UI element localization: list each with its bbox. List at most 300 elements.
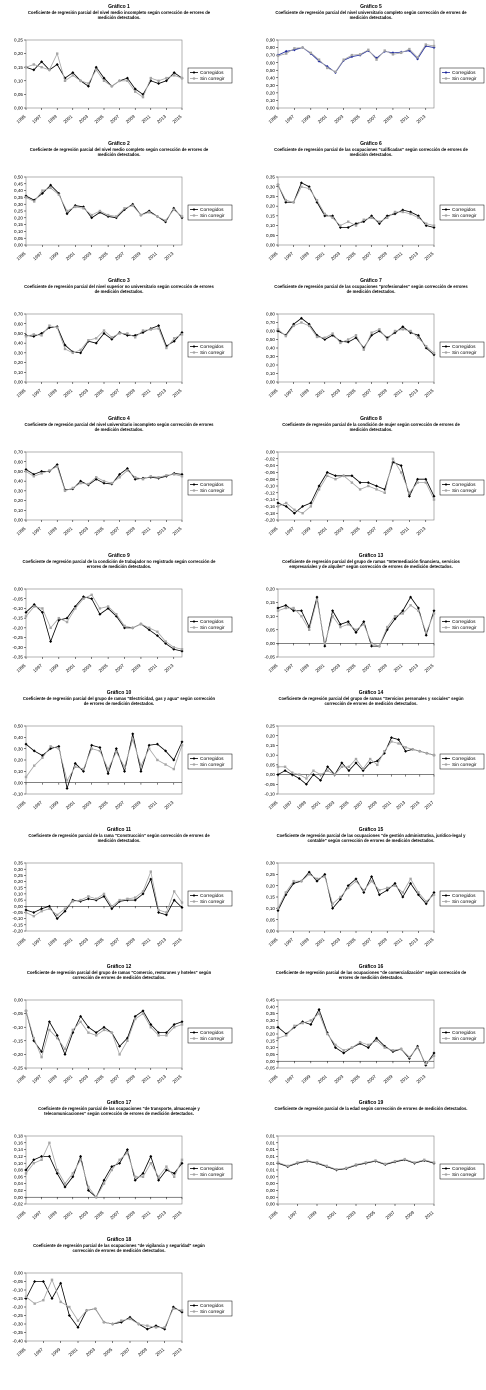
chart-subtitle: Coeficiente de regresión parcial del grupo de ramas "Electricidad, gas y agua" según corrección de errores de medición detectados.	[22, 696, 216, 706]
series-line-sin-corregir	[26, 740, 182, 781]
data-point	[131, 732, 134, 735]
y-tick-label: 0,90	[266, 37, 275, 43]
y-tick-label: 0,00	[266, 105, 275, 111]
y-tick-label: 0,30	[266, 860, 275, 866]
x-tick-label: 1995	[15, 113, 27, 125]
data-point	[111, 1323, 113, 1325]
data-point	[376, 764, 378, 766]
chart-panel-1	[4, 4, 234, 130]
legend	[188, 68, 232, 83]
x-tick-label: 1997	[284, 525, 296, 537]
x-tick-label: 2007	[361, 662, 373, 674]
y-tick-label: -0,10	[264, 791, 275, 797]
data-point	[72, 487, 74, 489]
data-point	[355, 334, 357, 336]
data-point	[277, 610, 279, 612]
y-tick-label: -0,25	[12, 635, 23, 641]
y-tick-label: 0,04	[14, 1181, 23, 1187]
data-point	[433, 1161, 435, 1163]
data-point	[310, 1019, 312, 1021]
data-point	[326, 1165, 328, 1167]
data-point	[148, 627, 150, 629]
data-point	[157, 909, 159, 911]
data-point	[316, 596, 319, 599]
y-tick-label: 0,20	[266, 203, 275, 209]
data-point	[318, 1008, 321, 1011]
data-point	[49, 745, 51, 747]
x-tick-label: 2009	[130, 662, 142, 674]
x-tick-label: 2001	[64, 662, 76, 674]
chart-subtitle: Coeficiente de regresión parcial del nivel superior no universitario según corrección de errores de medición detectados.	[24, 284, 214, 294]
data-point	[41, 757, 43, 759]
data-point	[293, 509, 295, 511]
x-tick-label: 2005	[93, 1073, 105, 1085]
x-tick-label: 2003	[84, 1346, 96, 1358]
x-tick-label: 1995	[15, 936, 27, 948]
series-line-sin-corregir	[26, 188, 182, 221]
x-tick-label: 1995	[267, 1073, 279, 1085]
x-tick-label: 2007	[109, 1073, 121, 1085]
data-point	[42, 1299, 44, 1301]
x-tick-label: 2007	[366, 525, 378, 537]
x-tick-label: 2001	[314, 936, 326, 948]
legend	[188, 891, 232, 906]
data-point	[296, 1161, 298, 1163]
x-tick-label: 2009	[124, 1073, 136, 1085]
y-tick-label: 0,10	[14, 78, 23, 84]
legend-label: Sin corregir	[200, 1173, 225, 1179]
x-tick-label: 1997	[284, 1073, 296, 1085]
data-point	[111, 85, 113, 87]
y-tick-label: 0,30	[14, 201, 23, 207]
x-tick-label: 2009	[130, 250, 142, 262]
data-point	[334, 1044, 336, 1046]
data-point	[367, 1044, 369, 1046]
data-point	[374, 1159, 376, 1161]
chart-panel-10	[256, 553, 486, 679]
data-point	[98, 746, 101, 749]
x-tick-label: 2005	[349, 113, 361, 125]
data-point	[33, 605, 35, 607]
chart-subtitle: Coeficiente de regresión parcial de las ocupaciones "de transporte, almacenaje y telecomunicaciones" según corrección de errores de medición detectados.	[38, 1106, 200, 1116]
data-point	[58, 193, 60, 195]
data-point	[309, 1023, 312, 1026]
y-tick-label: -0,06	[264, 470, 275, 475]
y-tick-label: 0,00	[266, 379, 275, 385]
data-point	[341, 766, 343, 768]
data-point	[48, 469, 50, 471]
data-point	[285, 199, 287, 201]
data-point	[409, 878, 411, 880]
data-point	[165, 77, 167, 79]
x-tick-label: 1997	[32, 662, 44, 674]
x-tick-label: 2003	[77, 1209, 90, 1221]
legend-label: Corregidos	[200, 1304, 224, 1310]
legend	[440, 891, 484, 906]
x-tick-label: 1999	[300, 525, 312, 537]
x-tick-label: 2015	[171, 113, 183, 125]
series-line-sin-corregir	[278, 459, 434, 513]
x-tick-label: 2009	[382, 1073, 394, 1085]
legend-marker	[193, 626, 195, 628]
chart-panel-2	[256, 4, 486, 130]
data-point	[56, 52, 58, 54]
data-point	[87, 895, 89, 897]
chart-title: Gráfico 12	[106, 964, 132, 970]
y-tick-label: 0,15	[14, 222, 23, 228]
data-point	[378, 328, 380, 330]
data-point	[339, 224, 341, 226]
data-point	[79, 1159, 81, 1161]
data-point	[370, 332, 372, 334]
data-point	[324, 642, 326, 644]
y-tick-label: 0,01	[266, 1167, 275, 1173]
x-tick-label: 1997	[283, 387, 295, 399]
data-point	[118, 1053, 120, 1055]
x-tick-label: 2011	[392, 387, 404, 399]
legend	[188, 754, 232, 769]
data-point	[56, 465, 58, 467]
data-point	[181, 1023, 183, 1025]
legend-label: Sin corregir	[452, 763, 477, 769]
x-tick-label: 1995	[15, 1073, 27, 1085]
y-tick-label: 0,10	[266, 223, 275, 229]
x-tick-label: 1999	[300, 113, 312, 125]
data-point	[155, 1326, 157, 1328]
legend-marker	[193, 1173, 195, 1175]
data-point	[293, 1025, 295, 1027]
legend	[188, 617, 232, 632]
x-tick-label: 2011	[140, 387, 152, 399]
chart-panel-4	[256, 141, 486, 267]
data-point	[90, 744, 93, 747]
data-point	[425, 900, 427, 902]
data-point	[95, 69, 97, 71]
data-point	[118, 476, 120, 478]
x-tick-label: 2003	[333, 1073, 345, 1085]
x-tick-label: 2011	[140, 1209, 152, 1221]
x-tick-label: 2009	[404, 1209, 416, 1221]
data-point	[59, 1301, 61, 1303]
data-point	[285, 52, 287, 54]
chart-panel-7	[4, 416, 234, 542]
legend-marker	[445, 351, 447, 353]
x-tick-label: 1997	[32, 799, 44, 811]
x-tick-label: 2001	[314, 387, 326, 399]
y-tick-label: 0,01	[266, 1133, 275, 1139]
legend-label: Corregidos	[452, 1167, 476, 1173]
data-point	[165, 1165, 167, 1167]
x-tick-label: 1999	[298, 250, 310, 262]
legend-marker	[193, 1310, 195, 1312]
data-point	[129, 1318, 131, 1320]
y-tick-label: -0,20	[12, 928, 23, 934]
data-point	[416, 56, 418, 58]
data-point	[300, 880, 302, 882]
x-tick-label: 2001	[316, 525, 328, 537]
data-point	[433, 754, 435, 756]
chart-subtitle: Coeficiente de regresión parcial de la condición de mujer según corrección de errores de medición detectados.	[282, 422, 460, 432]
x-tick-label: 2001	[316, 113, 328, 125]
data-point	[417, 610, 419, 612]
data-point	[134, 336, 136, 338]
legend	[440, 342, 484, 357]
chart-title: Gráfico 3	[108, 278, 130, 284]
data-point	[64, 1053, 67, 1056]
data-point	[72, 1172, 74, 1174]
data-point	[378, 220, 380, 222]
x-tick-label: 1999	[298, 387, 310, 399]
data-point	[331, 217, 333, 219]
data-point	[126, 1152, 128, 1154]
plot-frame	[278, 589, 434, 657]
data-point	[115, 613, 117, 615]
y-tick-label: -0,35	[12, 654, 23, 660]
chart-panel-19	[4, 1237, 234, 1363]
data-point	[298, 773, 300, 775]
data-point	[319, 773, 321, 775]
data-point	[305, 777, 307, 779]
data-point	[150, 870, 152, 872]
data-point	[347, 341, 350, 344]
chart-title: Gráfico 8	[360, 416, 382, 422]
y-tick-label: 0,00	[14, 1270, 23, 1276]
data-point	[157, 324, 160, 327]
y-tick-label: -0,10	[12, 1287, 23, 1293]
x-tick-label: 2011	[392, 936, 404, 948]
data-point	[347, 623, 349, 625]
data-point	[165, 347, 167, 349]
legend-label: Corregidos	[452, 757, 476, 763]
data-point	[132, 627, 134, 629]
x-tick-label: 1999	[50, 1346, 62, 1358]
series-line-sin-corregir	[26, 1280, 182, 1328]
x-tick-label: 2003	[81, 250, 93, 262]
data-point	[386, 626, 388, 628]
data-point	[40, 1159, 42, 1161]
y-tick-label: 0,20	[266, 586, 275, 592]
data-point	[156, 759, 158, 761]
x-tick-label: 2003	[324, 799, 336, 811]
x-tick-label: 1997	[31, 525, 43, 537]
series-line-corregidos	[278, 462, 434, 513]
data-point	[148, 744, 151, 747]
legend-label: Corregidos	[200, 208, 224, 214]
data-point	[433, 894, 435, 896]
data-point	[120, 1319, 122, 1321]
y-tick-label: 0,12	[14, 1154, 23, 1159]
x-tick-label: 2011	[140, 1073, 152, 1085]
legend-label: Sin corregir	[452, 626, 477, 632]
data-point	[384, 1163, 386, 1165]
data-point	[300, 609, 303, 612]
data-point	[370, 645, 373, 648]
chart-title: Gráfico 13	[358, 553, 384, 559]
x-tick-label: 1997	[287, 1209, 299, 1221]
x-tick-label: 2007	[361, 387, 373, 399]
data-point	[284, 769, 287, 772]
y-tick-label: 0,20	[266, 362, 275, 368]
data-point	[56, 1169, 58, 1171]
data-point	[79, 80, 81, 82]
data-point	[90, 597, 93, 600]
data-point	[417, 217, 419, 219]
x-tick-label: 2011	[140, 936, 152, 948]
x-tick-label: 2003	[77, 387, 90, 399]
data-point	[384, 49, 386, 51]
data-point	[433, 609, 436, 612]
data-point	[363, 889, 365, 891]
data-point	[95, 337, 97, 339]
line-chart	[256, 278, 486, 404]
data-point	[41, 607, 43, 609]
data-point	[33, 1280, 36, 1283]
chart-subtitle: Coeficiente de regresión parcial de las ocupaciones "calificadas" según corrección de errores de medición detectados.	[274, 147, 468, 157]
data-point	[347, 338, 349, 340]
data-point	[25, 66, 27, 68]
plot-frame	[26, 1136, 182, 1204]
y-tick-label: 0,10	[14, 768, 23, 774]
data-point	[181, 1309, 183, 1311]
y-tick-label: -0,05	[12, 910, 23, 916]
x-tick-label: 2009	[382, 525, 394, 537]
data-point	[370, 642, 372, 644]
data-point	[115, 215, 117, 217]
data-point	[134, 476, 136, 478]
data-point	[181, 648, 183, 650]
x-tick-label: 2013	[155, 1073, 168, 1085]
data-point	[173, 473, 175, 475]
y-tick-label: 0,30	[266, 184, 275, 190]
data-point	[326, 769, 328, 771]
data-point	[400, 1048, 402, 1050]
legend-label: Sin corregir	[200, 626, 225, 632]
legend-marker	[193, 1037, 195, 1039]
y-tick-label: 0,30	[14, 350, 23, 356]
data-point	[142, 1176, 144, 1178]
y-tick-label: 0,60	[14, 459, 23, 465]
plot-frame	[278, 314, 434, 382]
data-point	[181, 475, 183, 477]
chart-panel-18	[256, 1100, 486, 1226]
y-tick-label: 0,10	[266, 1045, 275, 1051]
legend-label: Corregidos	[452, 208, 476, 214]
data-point	[408, 492, 410, 494]
data-point	[285, 335, 287, 337]
data-point	[277, 1037, 279, 1039]
chart-subtitle: Coeficiente de regresión parcial del grupo de ramas "Intermediación financiera, servicios empresariales y de alquiler" según corrección de errores de medición detectados.	[282, 559, 460, 569]
data-point	[126, 332, 128, 334]
line-chart	[4, 141, 234, 267]
y-tick-label: 0,05	[14, 92, 23, 97]
data-point	[301, 46, 303, 48]
x-tick-label: 1997	[31, 1073, 43, 1085]
data-point	[32, 911, 35, 914]
data-point	[115, 751, 117, 753]
chart-panel-9	[4, 553, 234, 679]
x-tick-label: 2015	[171, 387, 183, 399]
data-point	[292, 201, 294, 203]
x-tick-label: 2011	[399, 1073, 411, 1085]
data-point	[150, 328, 152, 330]
data-point	[416, 478, 419, 481]
data-point	[33, 475, 35, 477]
y-tick-label: 0,00	[266, 928, 275, 934]
data-point	[134, 1018, 136, 1020]
x-tick-label: 1995	[267, 525, 279, 537]
x-tick-label: 2011	[147, 799, 159, 811]
chart-title: Gráfico 16	[358, 964, 384, 970]
chart-title: Gráfico 4	[108, 416, 130, 422]
legend-label: Corregidos	[200, 345, 224, 351]
data-point	[392, 53, 394, 55]
data-point	[103, 1029, 105, 1031]
data-point	[72, 74, 74, 76]
data-point	[33, 333, 35, 335]
data-point	[425, 634, 428, 637]
data-point	[56, 326, 58, 328]
data-point	[375, 58, 377, 60]
data-point	[173, 74, 175, 76]
series-line-sin-corregir	[278, 600, 434, 646]
data-point	[277, 328, 279, 330]
data-point	[324, 213, 326, 215]
x-tick-label: 2015	[423, 387, 435, 399]
data-point	[173, 208, 175, 210]
chart-panel-12	[256, 690, 486, 816]
data-point	[291, 771, 293, 773]
data-point	[48, 1155, 51, 1158]
series-line-sin-corregir	[278, 185, 434, 226]
data-point	[367, 481, 370, 484]
data-point	[384, 1046, 386, 1048]
legend-label: Corregidos	[200, 620, 224, 626]
y-tick-label: 0,00	[14, 105, 23, 111]
legend-marker	[193, 763, 195, 765]
x-tick-label: 1995	[267, 662, 279, 674]
data-point	[64, 348, 66, 350]
x-tick-label: 1995	[15, 387, 27, 399]
data-point	[90, 214, 92, 216]
data-point	[301, 1022, 303, 1024]
y-tick-label: 0,20	[14, 879, 23, 885]
y-tick-label: 0,40	[266, 1004, 275, 1010]
plot-frame	[26, 1273, 182, 1341]
data-point	[301, 512, 303, 514]
x-tick-label: 2011	[147, 250, 159, 262]
x-tick-label: 1997	[32, 250, 44, 262]
chart-subtitle: Coeficiente de regresión parcial del grupo de ramas "Servicios personales y sociales" según corrección de errores de medición detectados.	[278, 696, 464, 706]
x-tick-label: 2007	[114, 799, 126, 811]
y-tick-label: 0,18	[14, 1133, 23, 1139]
legend-marker	[445, 77, 447, 79]
data-point	[118, 332, 120, 334]
x-tick-label: 2013	[171, 1346, 183, 1358]
legend	[440, 1028, 484, 1043]
x-tick-label: 2003	[77, 1073, 90, 1085]
data-point	[316, 1161, 318, 1163]
data-point	[74, 607, 76, 609]
data-point	[74, 766, 76, 768]
legend-label: Sin corregir	[200, 489, 225, 495]
data-point	[157, 80, 159, 82]
data-point	[347, 887, 349, 889]
data-point	[425, 631, 427, 633]
data-point	[316, 599, 318, 601]
data-point	[339, 896, 341, 898]
y-tick-label: 0,05	[266, 627, 275, 633]
x-tick-label: 2009	[124, 936, 136, 948]
